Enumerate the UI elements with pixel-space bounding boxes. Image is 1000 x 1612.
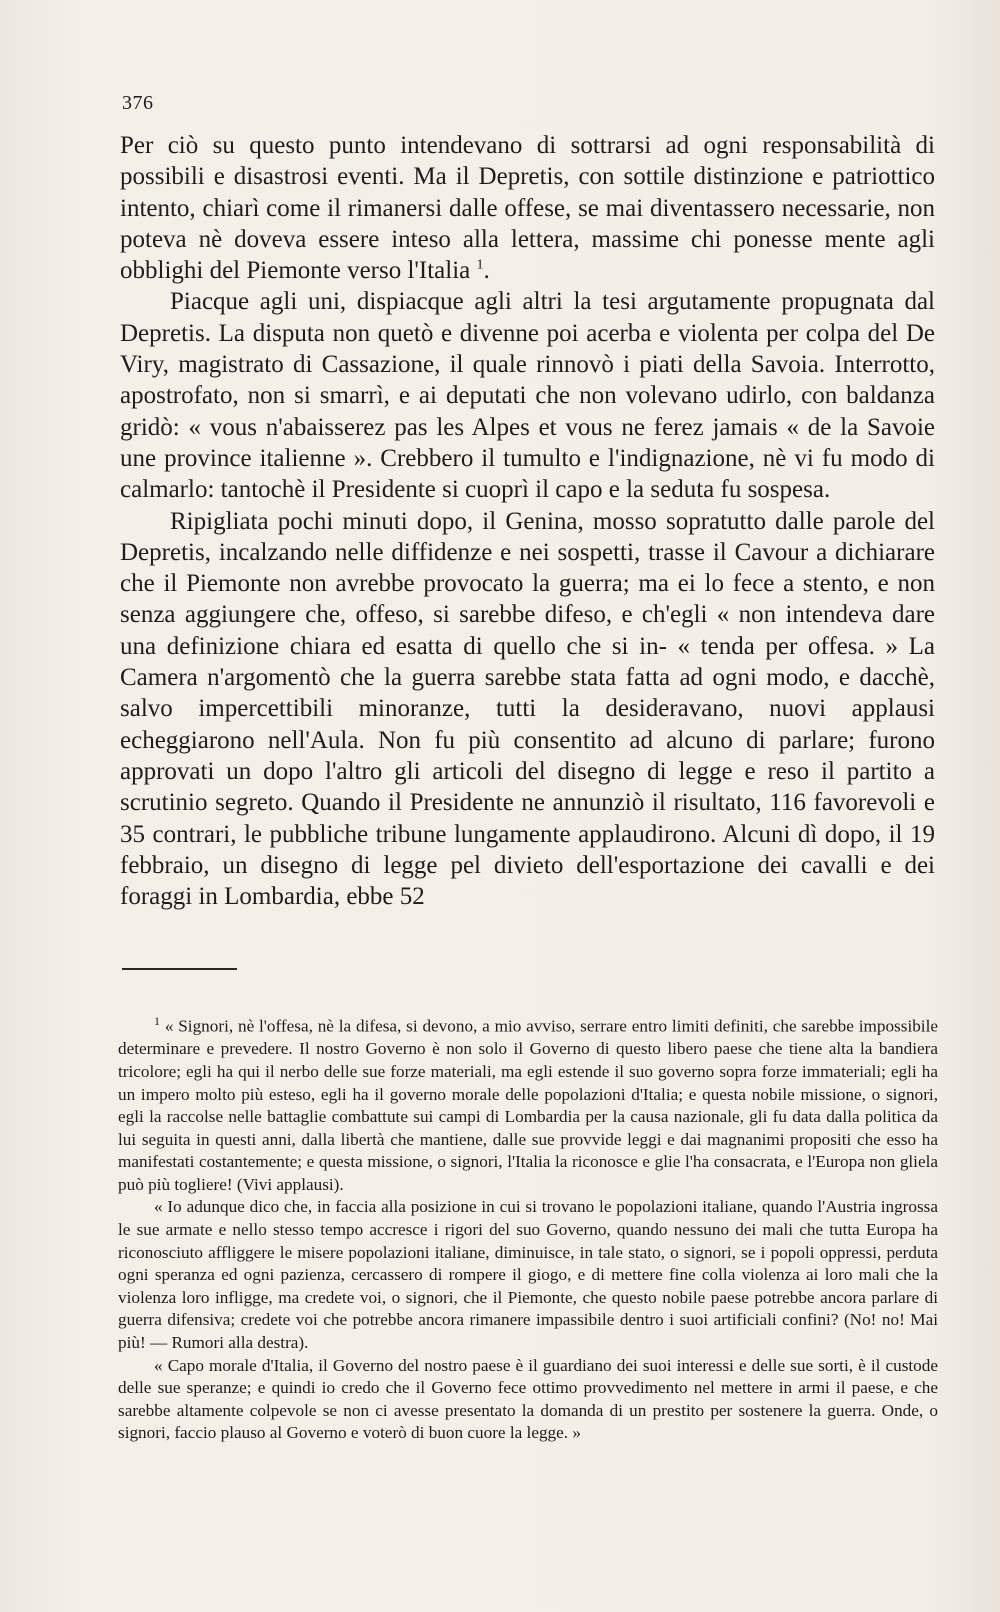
footnote-paragraph-1	[118, 1010, 938, 1196]
footnote-mark: 1	[154, 1014, 160, 1028]
footnote-paragraph-1-text: « Signori, nè l'offesa, nè la difesa, si devono, a mio avviso, serrare entro limiti definiti, che sarebbe impossibile determinare e prevedere. Il nostro Governo è non solo il Governo di questo libero paese che tiene alta la bandiera tricolore; egli ha qui il nerbo delle sue forze materiali, ma egli estende il suo governo sopra forze immateriali; egli ha un impero molto più esteso, egli ha il governo morale delle popolazioni d'Italia; e questa nobile missione, o signori, egli la raccolse nelle battaglie combattute sui campi di Lombardia per la causa nazionale, gli fu data dalla politica da lui seguita in questi anni, dalla libertà che mantiene, dalle sue provvide leggi e dai magnanimi propositi che esso ha manifestati costantemente; e questa missione, o signori, l'Italia la riconosce e glie l'ha consacrata, e l'Europa non gliela può più togliere! (Vivi applausi).	[118, 1016, 938, 1194]
footnotes	[118, 1010, 938, 1445]
paragraph-3: Ripigliata pochi minuti dopo, il Genina, mosso sopratutto dalle parole del Depretis, incalzando nelle diffidenze e nei sospetti, trasse il Cavour a dichiarare che il Piemonte non avrebbe provocato la guerra; ma ei lo fece a stento, e non senza aggiungere che, offeso, si sarebbe difeso, e ch'egli « non intendeva dare una definizione chiara ed esatta di quello che si in- « tenda per offesa. » La Camera n'argomentò che la guerra sarebbe stata fatta ad ogni modo, e dacchè, salvo impercettibili minoranze, tutti la desideravano, nuovi applausi echeggiarono nell'Aula. Non fu più consentito ad alcuno di parlare; furono approvati un dopo l'altro gli articoli del disegno di legge e reso il partito a scrutinio segreto. Quando il Presidente ne annunziò il risultato, 116 favorevoli e 35 contrari, le pubbliche tribune lungamente applaudirono. Alcuni dì dopo, il 19 febbraio, un disegno di legge pel divieto dell'esportazione dei cavalli e dei foraggi in Lombardia, ebbe 52	[120, 507, 935, 911]
paragraph-1	[120, 130, 935, 286]
footnote-reference-period: .	[483, 257, 490, 285]
footnote-paragraph-3: « Capo morale d'Italia, il Governo del nostro paese è il guardiano dei suoi interessi e delle sue sorti, è il custode delle sue speranze; e quindi io credo che il Governo fece ottimo provvedimento nel mettere in armi il paese, e che sarebbe altamente colpevole se non ci avesse presentato la domanda di un prestito per sostenere la guerra. Onde, o signori, faccio plauso al Governo e voterò di buon cuore la legge. »	[118, 1355, 938, 1443]
page-number: 376	[122, 92, 154, 114]
footnote-paragraph-2: « Io adunque dico che, in faccia alla posizione in cui si trovano le popolazioni italiane, quando l'Austria ingrossa le sue armate e nello stesso tempo accresce i rigori del suo Governo, quando nessuno dei mali che tutta Europa ha riconosciuto affliggere le misere popolazioni italiane, diminuisce, in tale stato, o signori, se i popoli oppressi, perduta ogni speranza ed ogni pazienza, cercassero di rompere il giogo, e di mettere fine colla violenza ai loro mali che la violenza loro infligge, ma credete voi, o signori, che il Piemonte, che questo nobile paese potrebbe ancora parlare di guerra difensiva; credete voi che potrebbe ancora rimanere impassibile dentro i suoi artificiali confini? (No! no! Mai più! — Rumori alla destra).	[118, 1197, 938, 1353]
paragraph-1-text: Per ciò su questo punto intendevano di sottrarsi ad ogni responsabilità di possibili e disastrosi eventi. Ma il Depretis, con sottile distinzione e patriottico intento, chiarì come il rimanersi dalle offese, se mai diventassero necessarie, non poteva nè doveva essere inteso alla lettera, massime chi ponesse mente agli obblighi del Piemonte verso l'Italia	[120, 132, 935, 285]
paragraph-2: Piacque agli uni, dispiacque agli altri la tesi argutamente propugnata dal Depretis. La disputa non quetò e divenne poi acerba e violenta per colpa del De Viry, magistrato di Cassazione, il quale rinnovò i piati della Savoia. Interrotto, apostrofato, non si smarrì, e ai deputati che non volevano udirlo, con baldanza gridò: « vous n'abaisserez pas les Alpes et vous ne ferez jamais « de la Savoie une province italienne ». Crebbero il tumulto e l'indignazione, nè vi fu modo di calmarlo: tantochè il Presidente si cuoprì il capo e la seduta fu sospesa.	[120, 288, 935, 504]
main-text	[120, 130, 935, 912]
footnote-divider	[122, 968, 237, 970]
footnote-reference: 1	[476, 257, 484, 273]
